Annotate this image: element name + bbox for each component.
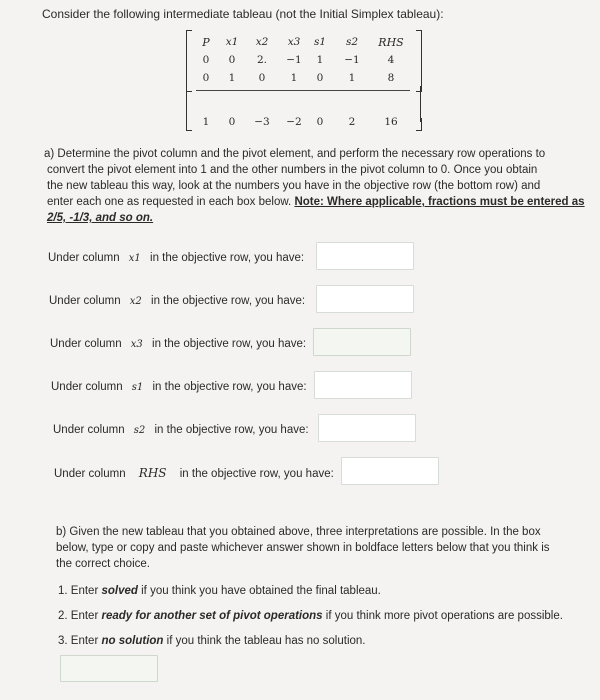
question-x2 [49,293,305,310]
question-suffix: in the objective row, you have: [151,295,306,307]
option-solved [58,583,381,599]
objective-cell: 1 [202,116,210,128]
cell: 0 [316,72,324,84]
right-bracket-top [416,30,422,92]
objective-cell: −2 [286,116,302,128]
variable-label: x2 [129,296,142,307]
question-rhs [54,465,334,482]
part-a-line: a) Determine the pivot column and the pivot element, and perform the necessary row operations to [44,148,546,160]
page-title: Consider the following intermediate tableau (not the Initial Simplex tableau): [42,7,444,21]
tableau-divider [196,90,410,91]
question-x3 [50,336,306,353]
part-b-instructions [56,524,576,572]
cell: 1 [316,54,324,66]
question-x1 [48,250,304,267]
answer-input-rhs[interactable] [341,457,439,485]
cell: 0 [228,54,236,66]
fraction-note-example: 2/5, -1/3, and so on. [47,212,154,224]
question-s1 [51,379,307,396]
part-a-line: convert the pivot element into 1 and the other numbers in the pivot column to 0. Once you obtain [47,164,538,176]
question-prefix: Under column [50,338,122,350]
cell: 8 [387,72,395,84]
question-suffix: in the objective row, you have: [152,381,307,393]
question-prefix: Under column [48,252,120,264]
cell: 1 [290,72,298,84]
left-bracket-top [186,30,192,92]
cell: −1 [344,54,360,66]
option-ready [58,608,563,624]
option-keyword: ready for another set of pivot operations [101,610,323,622]
objective-cell: 0 [316,116,324,128]
question-prefix: Under column [54,468,126,480]
simplex-tableau [186,30,426,140]
option-text: if you think more pivot operations are possible. [325,610,563,622]
option-text: if you think the tableau has no solution. [166,635,366,647]
header-P: P [202,36,210,49]
variable-label: s1 [131,382,144,393]
question-s2 [53,422,309,439]
cell: 2. [256,54,268,66]
cell: −1 [286,54,302,66]
variable-label: x1 [128,253,141,264]
part-a-instructions [44,146,585,226]
cell: 4 [387,54,395,66]
cell: 1 [348,72,356,84]
answer-input-x2[interactable] [316,285,414,313]
cell: 1 [228,72,236,84]
variable-label: x3 [130,339,143,350]
header-s2: s2 [345,36,359,48]
answer-input-interpretation[interactable] [60,655,158,682]
objective-cell: 2 [348,116,356,128]
question-suffix: in the objective row, you have: [150,252,305,264]
header-RHS: RHS [378,36,404,49]
question-prefix: Under column [51,381,123,393]
option-text: if you think you have obtained the final tableau. [141,585,381,597]
answer-input-x1[interactable] [316,242,414,270]
option-number: 2. Enter [58,610,99,622]
answer-input-s2[interactable] [318,414,416,442]
variable-label: s2 [133,425,146,436]
part-b-line: below, type or copy and paste whichever answer shown in boldface letters below that you think is [56,542,550,554]
answer-input-s1[interactable] [314,371,412,399]
option-number: 3. Enter [58,635,99,647]
part-a-line: enter each one as requested in each box below. [47,196,292,208]
fraction-note: Note: Where applicable, fractions must be entered as [294,196,585,208]
question-suffix: in the objective row, you have: [154,424,309,436]
variable-label: RHS [138,466,167,480]
option-no-solution [58,633,366,649]
objective-cell: −3 [254,116,270,128]
header-x2: x2 [255,36,269,48]
part-b-line: b) Given the new tableau that you obtained above, three interpretations are possible. In the box [56,526,541,538]
part-b-line: the correct choice. [56,558,150,570]
question-prefix: Under column [53,424,125,436]
option-number: 1. Enter [58,585,99,597]
part-a-line: the new tableau this way, look at the numbers you have in the objective row (the bottom row) and [47,180,541,192]
option-keyword: no solution [101,635,164,647]
question-prefix: Under column [49,295,121,307]
cell: 0 [202,54,210,66]
cell: 0 [258,72,266,84]
header-s1: s1 [313,36,327,48]
answer-input-x3[interactable] [313,328,411,356]
header-x3: x3 [287,36,301,48]
cell: 0 [202,72,210,84]
question-suffix: in the objective row, you have: [179,468,334,480]
header-x1: x1 [225,36,239,48]
question-suffix: in the objective row, you have: [152,338,307,350]
objective-cell: 16 [384,116,398,128]
objective-cell: 0 [228,116,236,128]
option-keyword: solved [101,585,138,597]
